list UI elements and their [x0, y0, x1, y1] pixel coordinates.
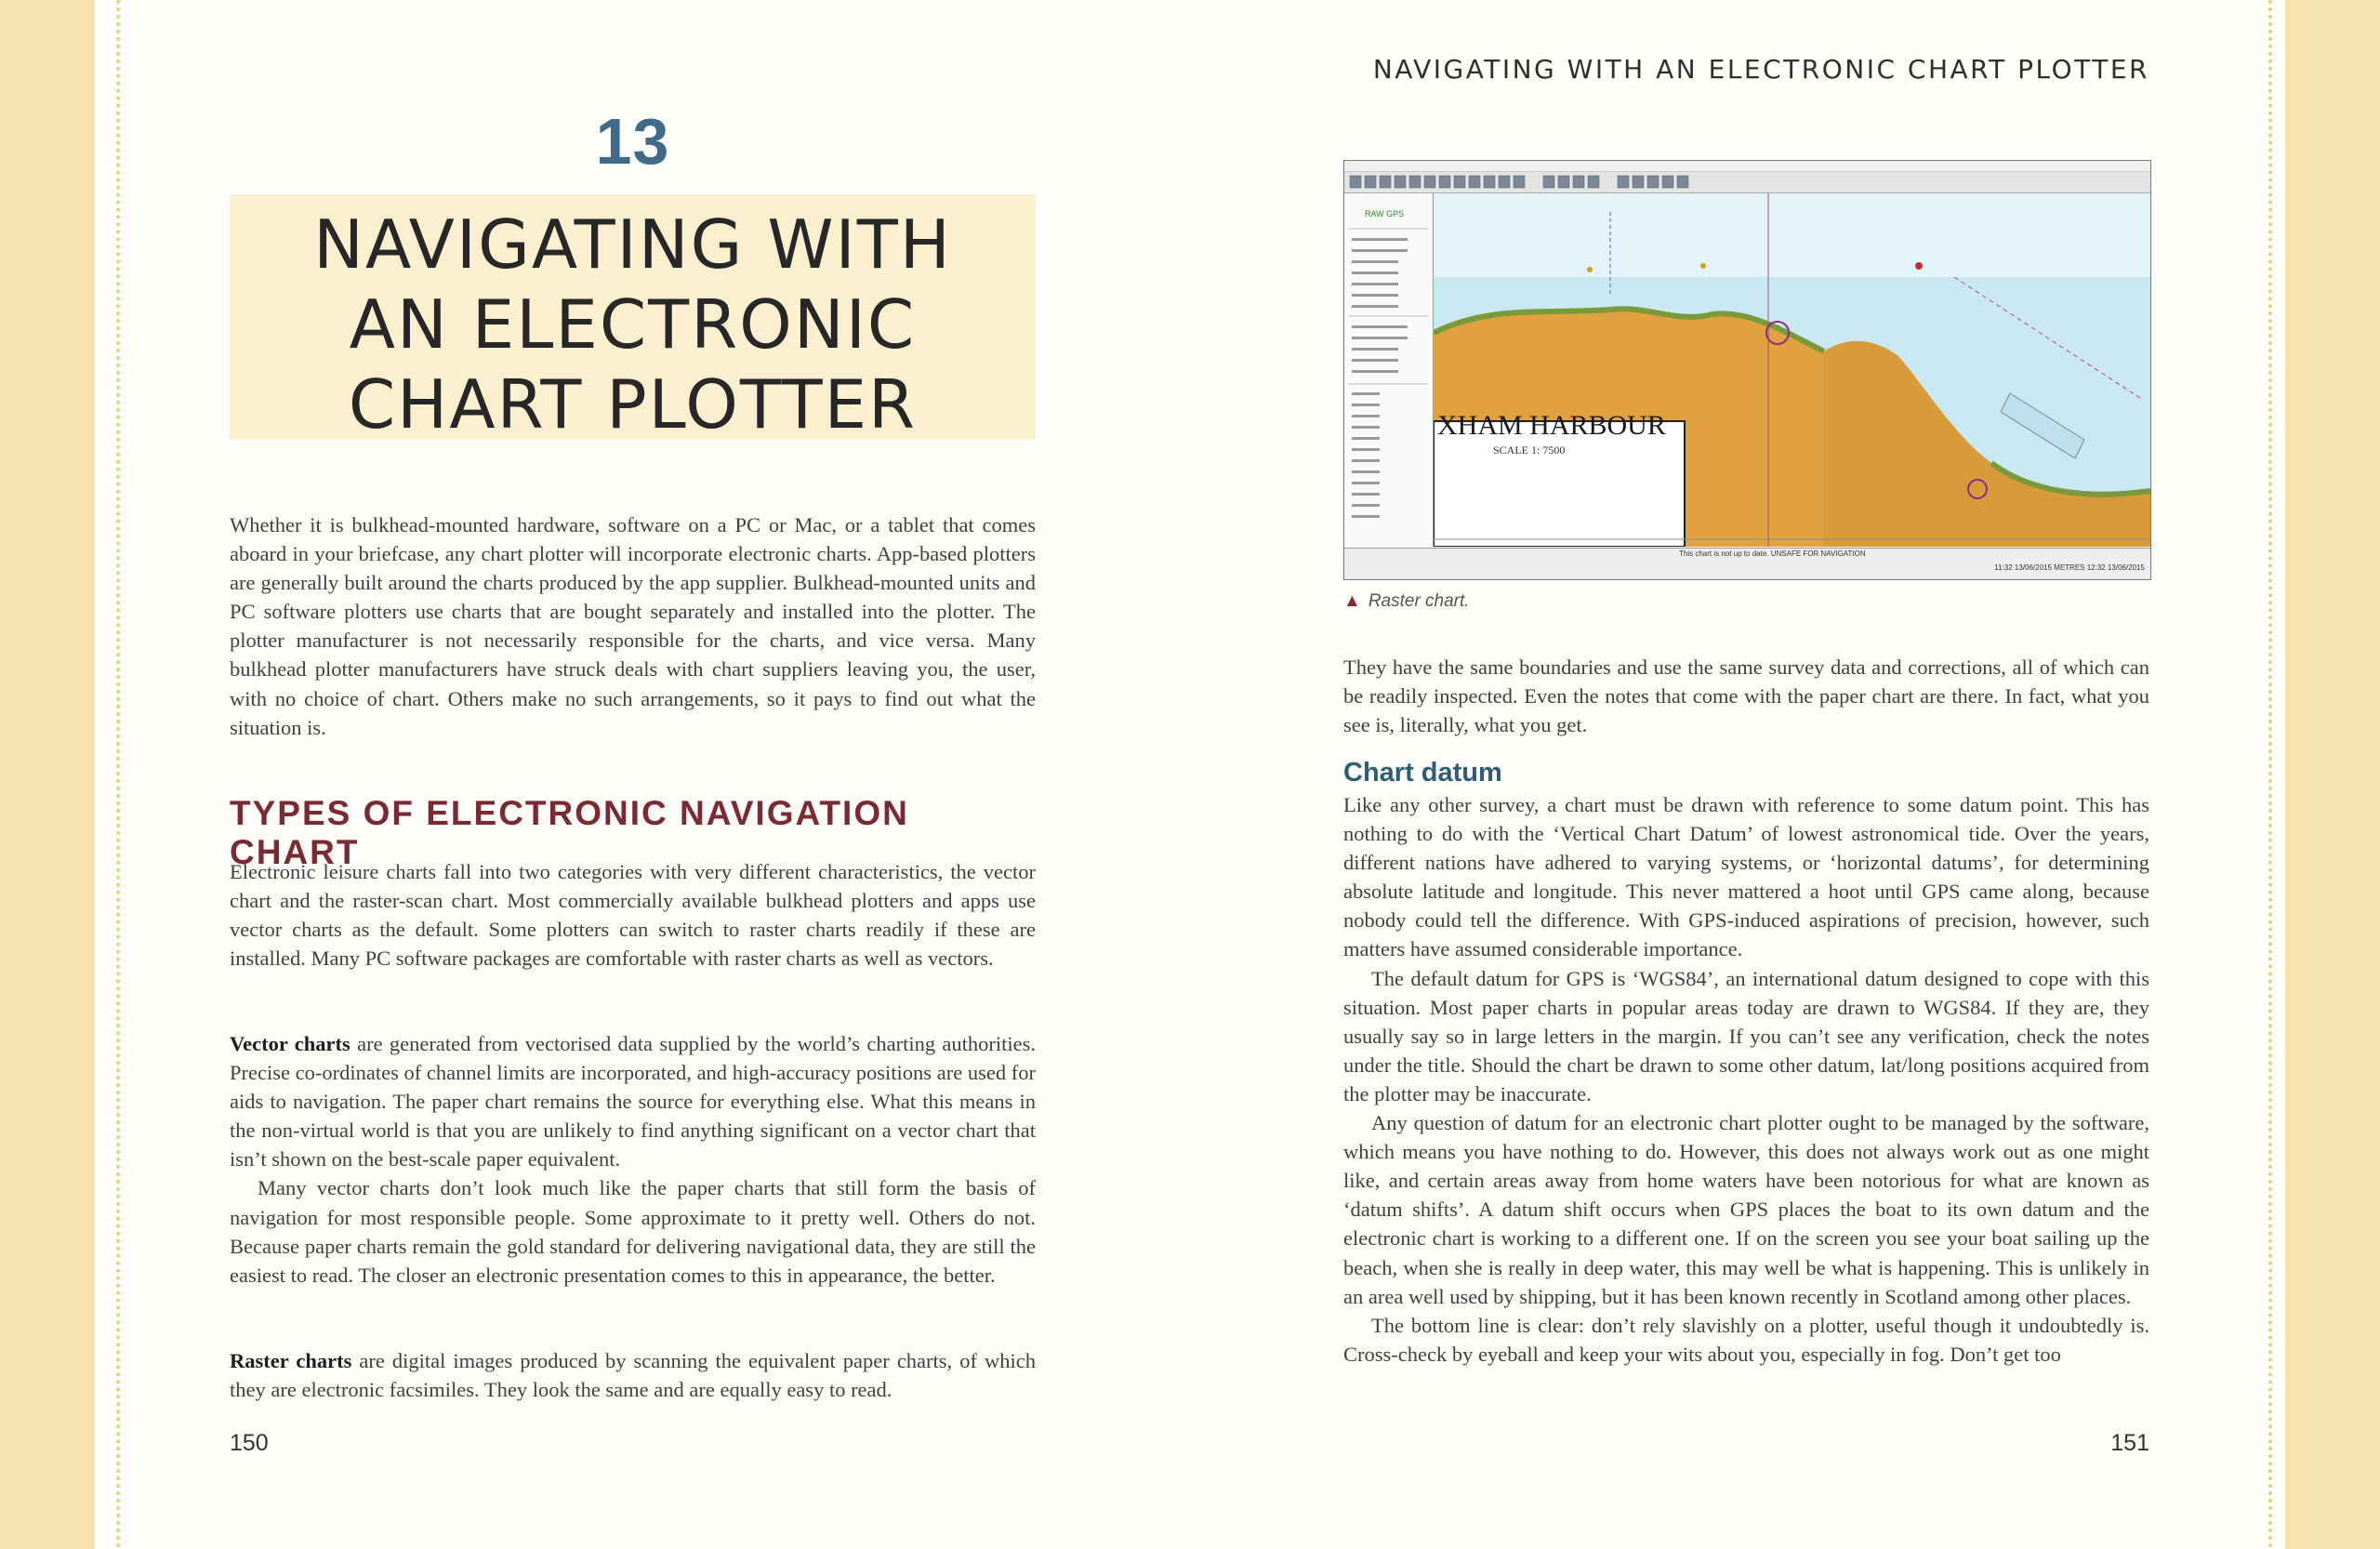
- section-heading: TYPES OF ELECTRONIC NAVIGATION CHART: [230, 794, 909, 871]
- raster-charts-lead: Raster charts: [230, 1349, 352, 1372]
- chapter-title-box: [230, 194, 1036, 444]
- raster-chart-figure: [1343, 160, 2151, 580]
- section-intro-paragraph: Electronic leisure charts fall into two categories with very different characteristics, the vector chart and the raster-scan chart. Most commercially available bulkhead plotters and apps use vector charts as the default. Some plotters can switch to raster charts readily if these are installed. Many PC software packages are comfortable with raster charts as well as vectors.: [230, 860, 1036, 971]
- left-dotted-border: [116, 0, 120, 1549]
- navigation-status-panel: [1344, 193, 1434, 547]
- chart-datum-paragraph-1: Like any other survey, a chart must be drawn with reference to some datum point. This has nothing to do with the ‘Vertical Chart Datum’ of lowest astronomical tide. Over the years, different nations have adhered to varying systems, or ‘horizontal datums’, for determining absolute latitude and longitude. This never mattered a hoot until GPS came along, because nobody could tell the difference. With GPS-induced aspirations of precision, however, such matters have assumed considerable importance.: [1343, 793, 2149, 961]
- figure-caption-text: Raster chart.: [1368, 591, 1470, 611]
- page-number-left: 150: [230, 1430, 269, 1456]
- chart-datum-paragraph-3: Any question of datum for an electronic chart plotter ought to be managed by the software, which means you have nothing to do. However, this does not always work out as one might like, and certain areas away from home waters have been notorious for what are known as ‘datum shifts’. A datum shift occurs when GPS places the boat to its own datum and the electronic chart is working to a different one. If on the screen you see your boat sailing up the beach, when she is really in deep water, this may well be what is happening. This is unlikely in an area well used by shipping, but it has been known recently in Scotland among other places.: [1343, 1111, 2149, 1308]
- left-page: [230, 0, 1036, 1549]
- chart-datum-heading: Chart datum: [1343, 758, 1502, 788]
- chart-map-drawing: [1434, 193, 2150, 547]
- status-panel-lines: [1344, 193, 1433, 547]
- vector-charts-text: are generated from vectorised data supplied by the world’s charting authorities. Precise co-ordinates of channel limits are incorporated, and high-accuracy positions are used for aids to navigation. The paper chart remains the source for everything else. What this means in the non-virtual world is that you are unlikely to find anything significant on a vector chart that isn’t shown on the best-scale paper equivalent.: [230, 1032, 1036, 1172]
- chart-datum-paragraph-2: The default datum for GPS is ‘WGS84’, an international datum designed to cope with this situation. Most paper charts in popular areas today are drawn to WGS84. If they are, they usually say so in large letters in the margin. If you can’t see any verification, check the notes under the title. Should the chart be drawn to some other datum, lat/long positions acquired from the plotter may be inaccurate.: [1343, 966, 2149, 1105]
- plotter-menu-bar: [1344, 161, 2150, 172]
- right-paragraph-1: They have the same boundaries and use the same survey data and corrections, all of which can be readily inspected. Even the notes that come with the paper chart are there. In fact, what you see is, literally, what you get.: [1343, 655, 2149, 737]
- figure-caption: [1343, 591, 1470, 612]
- page-number-right: 151: [2110, 1430, 2149, 1456]
- chart-map: [1434, 193, 2150, 547]
- chart-map-scale: SCALE 1: 7500: [1493, 444, 1566, 457]
- chapter-title-line-1: NAVIGATING WITH: [313, 205, 952, 284]
- gps-status: RAW GPS: [1365, 209, 1405, 218]
- chart-time-readout: 11:32 13/06/2015 METRES 12:32 13/06/2015: [1994, 563, 2145, 572]
- running-head: NAVIGATING WITH AN ELECTRONIC CHART PLOTTER: [1372, 54, 2149, 85]
- right-dotted-border: [2268, 0, 2272, 1549]
- vector-charts-paragraph: [230, 1029, 1036, 1173]
- plotter-toolbar: [1344, 172, 2150, 193]
- raster-charts-paragraph: [230, 1346, 1036, 1404]
- chapter-number: 13: [595, 105, 670, 178]
- right-page: [1343, 0, 2149, 1549]
- chapter-title-line-3: CHART PLOTTER: [348, 365, 918, 444]
- chapter-title-line-2: AN ELECTRONIC: [349, 285, 917, 364]
- raster-charts-text: are digital images produced by scanning the equivalent paper charts, of which they are electronic facsimiles. They look the same and are equally easy to read.: [230, 1349, 1036, 1402]
- chart-warning-text: This chart is not up to date. UNSAFE FOR NAVIGATION: [1679, 549, 1866, 558]
- vector-charts-paragraph-2: Many vector charts don’t look much like the paper charts that still form the basis of navigation for most responsible people. Some approximate to it pretty well. Others do not. Because paper charts remain the gold standard for delivering navigational data, they are still the easiest to read. The closer an electronic presentation comes to this in appearance, the better.: [230, 1176, 1036, 1287]
- chart-map-title: XHAM HARBOUR: [1437, 410, 1666, 441]
- chart-datum-section: [1343, 758, 2149, 1369]
- vector-charts-block: [230, 1029, 1036, 1290]
- intro-paragraph: Whether it is bulkhead-mounted hardware, software on a PC or Mac, or a tablet that comes aboard in your briefcase, any chart plotter will incorporate electronic charts. App-based plotters are generally built around the charts produced by the app supplier. Bulkhead-mounted units and PC software plotters use charts that are bought separately and installed into the plotter. The plotter manufacturer is not necessarily responsible for the charts, and vice versa. Many bulkhead plotter manufacturers have struck deals with chart suppliers leaving you, the user, with no choice of chart. Others make no such arrangements, so it pays to find out what the situation is.: [230, 513, 1036, 739]
- chart-datum-paragraph-4: The bottom line is clear: don’t rely slavishly on a plotter, useful though it undoubtedly is. Cross-check by eyeball and keep your wits about you, especially in fog. Don’t get too: [1343, 1313, 2149, 1366]
- vector-charts-lead: Vector charts: [230, 1032, 350, 1055]
- toolbar-icons: [1344, 172, 1753, 192]
- caption-arrow-icon: ▲: [1343, 591, 1361, 611]
